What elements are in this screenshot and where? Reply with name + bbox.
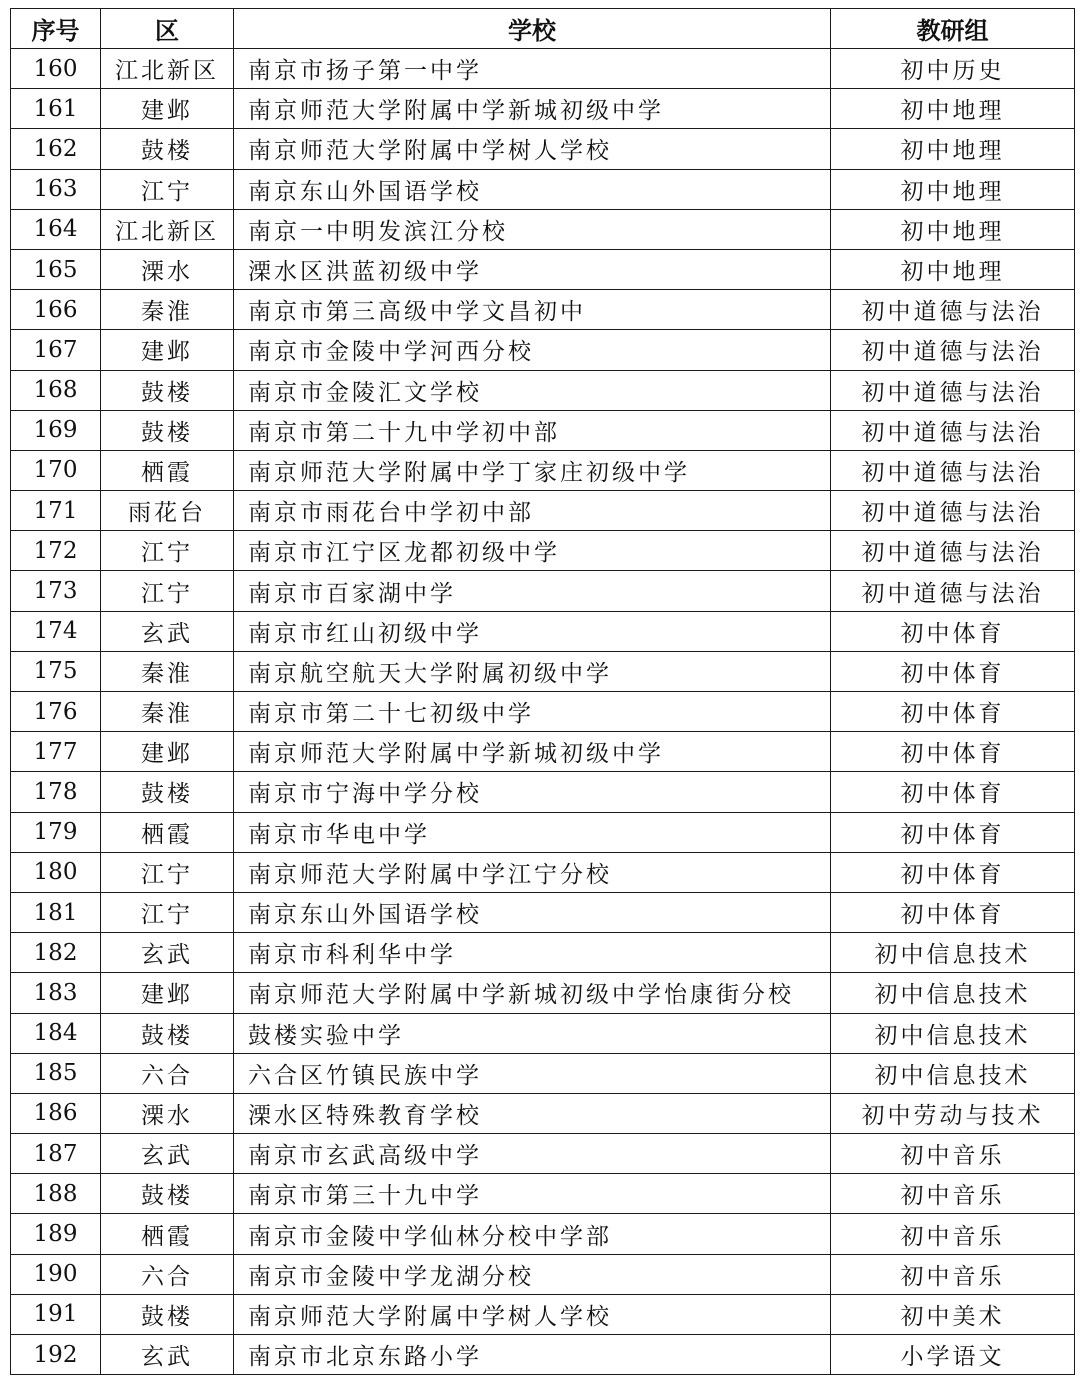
cell-district: 六合 [101,1254,234,1294]
cell-school: 南京市金陵中学龙湖分校 [234,1254,831,1294]
cell-group: 初中地理 [831,249,1075,289]
table-row [11,973,1075,1013]
cell-no: 183 [11,973,101,1013]
cell-district: 秦淮 [101,651,234,691]
cell-no: 163 [11,169,101,209]
cell-no: 173 [11,571,101,611]
table-row [11,611,1075,651]
table-row [11,169,1075,209]
cell-school: 南京师范大学附属中学新城初级中学怡康街分校 [234,973,831,1013]
cell-group: 初中信息技术 [831,933,1075,973]
cell-group: 初中信息技术 [831,1013,1075,1053]
cell-school: 南京师范大学附属中学新城初级中学 [234,89,831,129]
cell-no: 162 [11,129,101,169]
cell-school: 溧水区洪蓝初级中学 [234,249,831,289]
cell-school: 南京市第二十九中学初中部 [234,410,831,450]
cell-school: 南京市北京东路小学 [234,1335,831,1375]
cell-no: 180 [11,852,101,892]
header-group: 教研组 [831,9,1075,49]
cell-district: 江北新区 [101,49,234,89]
header-school: 学校 [234,9,831,49]
cell-school: 溧水区特殊教育学校 [234,1093,831,1133]
cell-school: 南京师范大学附属中学树人学校 [234,1294,831,1334]
cell-district: 鼓楼 [101,1174,234,1214]
table-row [11,330,1075,370]
cell-school: 南京市金陵中学仙林分校中学部 [234,1214,831,1254]
cell-district: 六合 [101,1053,234,1093]
cell-school: 南京市华电中学 [234,812,831,852]
cell-group: 初中体育 [831,892,1075,932]
cell-district: 江宁 [101,169,234,209]
table-row [11,1214,1075,1254]
cell-school: 南京市金陵中学河西分校 [234,330,831,370]
cell-group: 初中美术 [831,1294,1075,1334]
cell-group: 初中体育 [831,651,1075,691]
cell-district: 秦淮 [101,290,234,330]
cell-school: 南京市雨花台中学初中部 [234,491,831,531]
table-row [11,772,1075,812]
cell-no: 161 [11,89,101,129]
cell-no: 179 [11,812,101,852]
cell-no: 171 [11,491,101,531]
cell-group: 初中音乐 [831,1254,1075,1294]
cell-no: 189 [11,1214,101,1254]
cell-group: 初中道德与法治 [831,330,1075,370]
cell-no: 174 [11,611,101,651]
cell-district: 江宁 [101,531,234,571]
cell-group: 初中历史 [831,49,1075,89]
cell-no: 160 [11,49,101,89]
cell-no: 178 [11,772,101,812]
cell-no: 172 [11,531,101,571]
cell-no: 182 [11,933,101,973]
cell-group: 初中体育 [831,692,1075,732]
table-row [11,651,1075,691]
header-no: 序号 [11,9,101,49]
cell-district: 鼓楼 [101,370,234,410]
cell-school: 南京东山外国语学校 [234,892,831,932]
cell-school: 南京市第三高级中学文昌初中 [234,290,831,330]
table-row [11,1174,1075,1214]
table-row [11,1093,1075,1133]
cell-district: 江宁 [101,571,234,611]
header-district: 区 [101,9,234,49]
table-row [11,531,1075,571]
cell-no: 169 [11,410,101,450]
cell-school: 南京一中明发滨江分校 [234,209,831,249]
table-row [11,450,1075,490]
cell-district: 栖霞 [101,812,234,852]
table-row [11,933,1075,973]
cell-no: 185 [11,1053,101,1093]
cell-district: 溧水 [101,1093,234,1133]
cell-school: 南京市百家湖中学 [234,571,831,611]
cell-group: 初中信息技术 [831,1053,1075,1093]
cell-school: 南京市扬子第一中学 [234,49,831,89]
table-row [11,410,1075,450]
cell-school: 南京师范大学附属中学树人学校 [234,129,831,169]
cell-group: 初中劳动与技术 [831,1093,1075,1133]
school-list-table [10,8,1075,1375]
table-row [11,1053,1075,1093]
cell-no: 177 [11,732,101,772]
cell-district: 栖霞 [101,450,234,490]
cell-group: 初中体育 [831,611,1075,651]
table-body [11,49,1075,1375]
cell-school: 南京市宁海中学分校 [234,772,831,812]
cell-group: 初中道德与法治 [831,491,1075,531]
cell-district: 鼓楼 [101,129,234,169]
cell-district: 鼓楼 [101,410,234,450]
cell-no: 184 [11,1013,101,1053]
cell-no: 181 [11,892,101,932]
cell-district: 玄武 [101,933,234,973]
cell-district: 栖霞 [101,1214,234,1254]
cell-no: 170 [11,450,101,490]
cell-no: 165 [11,249,101,289]
cell-group: 初中地理 [831,169,1075,209]
table-row [11,1013,1075,1053]
cell-no: 192 [11,1335,101,1375]
cell-district: 秦淮 [101,692,234,732]
cell-group: 初中音乐 [831,1214,1075,1254]
cell-group: 初中体育 [831,852,1075,892]
table-row [11,571,1075,611]
cell-group: 初中道德与法治 [831,571,1075,611]
table-row [11,370,1075,410]
cell-group: 初中体育 [831,772,1075,812]
table-row [11,1254,1075,1294]
cell-no: 186 [11,1093,101,1133]
cell-group: 初中道德与法治 [831,370,1075,410]
table-row [11,1294,1075,1334]
cell-no: 188 [11,1174,101,1214]
table-row [11,692,1075,732]
cell-school: 南京市第三十九中学 [234,1174,831,1214]
table-header-row [11,9,1075,49]
cell-district: 玄武 [101,611,234,651]
table-row [11,89,1075,129]
cell-group: 初中道德与法治 [831,290,1075,330]
cell-school: 南京市科利华中学 [234,933,831,973]
cell-school: 南京市金陵汇文学校 [234,370,831,410]
table-row [11,49,1075,89]
table-row [11,852,1075,892]
cell-group: 初中道德与法治 [831,531,1075,571]
cell-district: 建邺 [101,973,234,1013]
cell-school: 南京师范大学附属中学江宁分校 [234,852,831,892]
cell-school: 南京师范大学附属中学丁家庄初级中学 [234,450,831,490]
table-row [11,892,1075,932]
cell-district: 鼓楼 [101,1294,234,1334]
table-row [11,1335,1075,1375]
cell-school: 鼓楼实验中学 [234,1013,831,1053]
cell-school: 六合区竹镇民族中学 [234,1053,831,1093]
table-row [11,812,1075,852]
cell-school: 南京市江宁区龙都初级中学 [234,531,831,571]
cell-district: 鼓楼 [101,1013,234,1053]
cell-district: 建邺 [101,732,234,772]
table-row [11,1134,1075,1174]
table-row [11,732,1075,772]
cell-no: 164 [11,209,101,249]
cell-district: 建邺 [101,89,234,129]
cell-no: 190 [11,1254,101,1294]
cell-district: 玄武 [101,1335,234,1375]
table-row [11,249,1075,289]
cell-district: 江宁 [101,852,234,892]
cell-group: 小学语文 [831,1335,1075,1375]
cell-group: 初中音乐 [831,1134,1075,1174]
cell-school: 南京师范大学附属中学新城初级中学 [234,732,831,772]
cell-district: 鼓楼 [101,772,234,812]
cell-no: 176 [11,692,101,732]
cell-school: 南京市红山初级中学 [234,611,831,651]
cell-group: 初中体育 [831,732,1075,772]
cell-no: 175 [11,651,101,691]
cell-group: 初中道德与法治 [831,450,1075,490]
cell-group: 初中音乐 [831,1174,1075,1214]
cell-group: 初中地理 [831,209,1075,249]
cell-group: 初中地理 [831,129,1075,169]
cell-group: 初中地理 [831,89,1075,129]
cell-school: 南京市玄武高级中学 [234,1134,831,1174]
table-row [11,491,1075,531]
cell-no: 167 [11,330,101,370]
cell-group: 初中信息技术 [831,973,1075,1013]
table-row [11,290,1075,330]
table-row [11,129,1075,169]
cell-district: 溧水 [101,249,234,289]
cell-district: 江宁 [101,892,234,932]
cell-district: 雨花台 [101,491,234,531]
cell-no: 187 [11,1134,101,1174]
cell-no: 166 [11,290,101,330]
cell-no: 191 [11,1294,101,1334]
cell-group: 初中体育 [831,812,1075,852]
cell-no: 168 [11,370,101,410]
cell-district: 建邺 [101,330,234,370]
cell-school: 南京航空航天大学附属初级中学 [234,651,831,691]
cell-district: 江北新区 [101,209,234,249]
cell-district: 玄武 [101,1134,234,1174]
cell-group: 初中道德与法治 [831,410,1075,450]
cell-school: 南京市第二十七初级中学 [234,692,831,732]
cell-school: 南京东山外国语学校 [234,169,831,209]
table-row [11,209,1075,249]
